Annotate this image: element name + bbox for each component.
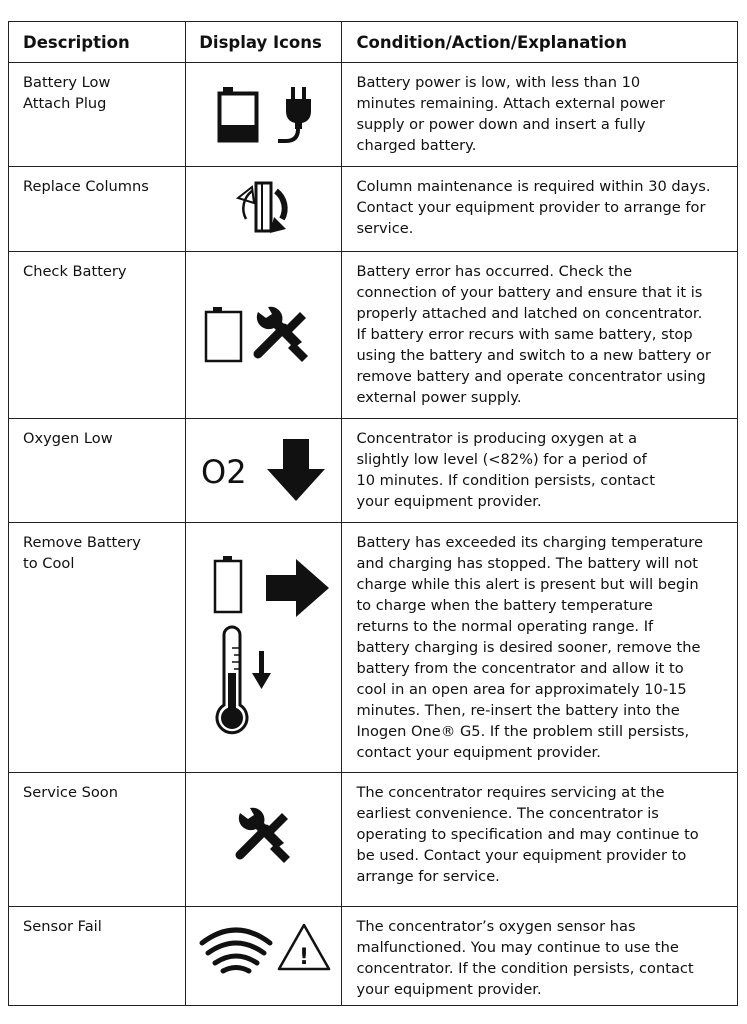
row-explanation: Column maintenance is required within 30 days. Contact your equipment provider to arrange for service. bbox=[342, 167, 738, 252]
row-description: Remove Battery to Cool bbox=[9, 523, 186, 773]
table-row bbox=[9, 773, 738, 907]
row-icons bbox=[186, 907, 342, 1006]
table-row bbox=[9, 252, 738, 419]
row-description: Battery Low Attach Plug bbox=[9, 63, 186, 167]
table-row bbox=[9, 419, 738, 523]
table-header-row bbox=[9, 22, 738, 63]
o2-text-icon: O2 bbox=[201, 453, 247, 491]
row-description: Replace Columns bbox=[9, 167, 186, 252]
warning-exclamation: ! bbox=[299, 945, 310, 970]
row-icons bbox=[186, 167, 342, 252]
table-row bbox=[9, 523, 738, 773]
row-explanation: Battery has exceeded its charging temperature and charging has stopped. The battery will not charge while this alert is present but will begin to charge when the battery temperature returns to the normal operating range. If battery charging is desired sooner, remove the battery from the concentrator and allow it to cool in an open area for approximately 10-15 minutes. Then, re-insert the battery into the Inogen One® G5. If the problem still persists, contact your equipment provider. bbox=[342, 523, 738, 773]
row-explanation: Concentrator is producing oxygen at a slightly low level (<82%) for a period of 10 minutes. If condition persists, contact your equipment provider. bbox=[342, 419, 738, 523]
sensor-waves-icon bbox=[202, 930, 270, 971]
row-explanation: The concentrator’s oxygen sensor has malfunctioned. You may continue to use the concentrator. If the condition persists, contact your equipment provider. bbox=[342, 907, 738, 1006]
alert-icons-table bbox=[8, 21, 738, 1006]
row-icons bbox=[186, 419, 342, 523]
table-row bbox=[9, 167, 738, 252]
header-description: Description bbox=[9, 22, 186, 63]
row-description: Sensor Fail bbox=[9, 907, 186, 1006]
row-explanation: Battery error has occurred. Check the connection of your battery and ensure that it is properly attached and latched on concentrator. If battery error recurs with same battery, stop using the battery and switch to a new battery or remove battery and operate concentrator using external power supply. bbox=[342, 252, 738, 419]
header-display-icons: Display Icons bbox=[186, 22, 342, 63]
header-condition: Condition/Action/Explanation bbox=[342, 22, 738, 63]
power-plug-icon bbox=[278, 87, 311, 141]
row-description: Service Soon bbox=[9, 773, 186, 907]
row-explanation: Battery power is low, with less than 10 minutes remaining. Attach external power supply or power down and insert a fully charged battery. bbox=[342, 63, 738, 167]
replace-columns-icon bbox=[238, 183, 286, 233]
table-row bbox=[9, 907, 738, 1006]
battery-low-icon bbox=[220, 87, 257, 141]
row-icons bbox=[186, 252, 342, 419]
row-explanation: The concentrator requires servicing at the earliest convenience. The concentrator is operating to specification and may continue to be used. Contact your equipment provider to arrange for service. bbox=[342, 773, 738, 907]
wrench-screwdriver-icon bbox=[257, 307, 308, 362]
row-description: Check Battery bbox=[9, 252, 186, 419]
arrow-down-icon bbox=[267, 439, 325, 501]
row-description: Oxygen Low bbox=[9, 419, 186, 523]
small-arrow-down-icon bbox=[252, 651, 271, 689]
battery-empty-icon bbox=[215, 556, 241, 612]
arrow-right-icon bbox=[266, 559, 329, 617]
thermometer-icon bbox=[217, 627, 247, 733]
table-row bbox=[9, 63, 738, 167]
wrench-screwdriver-icon bbox=[239, 808, 290, 863]
battery-empty-icon bbox=[206, 307, 241, 361]
row-icons bbox=[186, 523, 342, 773]
row-icons bbox=[186, 773, 342, 907]
row-icons bbox=[186, 63, 342, 167]
